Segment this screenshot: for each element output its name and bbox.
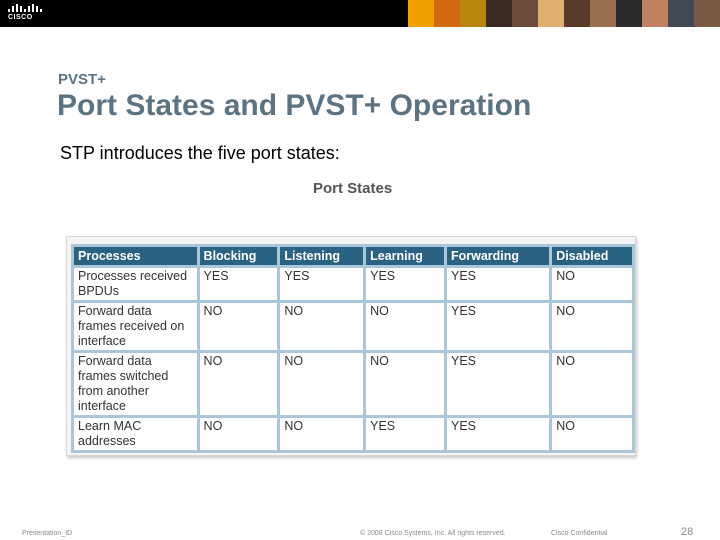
table-cell: NO (366, 353, 444, 415)
table-cell: YES (447, 353, 549, 415)
table-cell: NO (552, 353, 632, 415)
banner-photo-tile (408, 0, 434, 27)
table-cell: NO (200, 353, 278, 415)
table-cell: YES (200, 268, 278, 300)
table-cell: NO (280, 303, 363, 350)
cisco-bridge-icon (8, 4, 42, 12)
table-cell: YES (366, 418, 444, 450)
table-cell: NO (280, 353, 363, 415)
header-forwarding: Forwarding (447, 247, 549, 265)
table-cell: NO (552, 268, 632, 300)
slide-subtitle: PVST+ (58, 71, 106, 88)
page-number: 28 (681, 526, 694, 538)
table-cell: YES (447, 418, 549, 450)
port-states-table (71, 244, 635, 453)
port-states-table-frame (66, 236, 636, 456)
table-cell: NO (366, 303, 444, 350)
header-listening: Listening (280, 247, 363, 265)
table-cell: YES (280, 268, 363, 300)
header-learning: Learning (366, 247, 444, 265)
banner-photo-tile (668, 0, 694, 27)
slide-title: Port States and PVST+ Operation (57, 89, 532, 122)
table-row (74, 303, 632, 350)
footer-copyright: © 2008 Cisco Systems, Inc. All rights reserved. (360, 530, 506, 537)
table-cell: Processes received BPDUs (74, 268, 197, 300)
header-blocking: Blocking (200, 247, 278, 265)
table-cell: Learn MAC addresses (74, 418, 197, 450)
slide-intro-text: STP introduces the five port states: (60, 143, 340, 163)
cisco-logo (8, 4, 42, 24)
table-cell: Forward data frames switched from another interface (74, 353, 197, 415)
cisco-wordmark: CISCO (8, 14, 33, 21)
banner-photo-tile (694, 0, 720, 27)
banner-photo-tile (512, 0, 538, 27)
table-row (74, 353, 632, 415)
table-cell: YES (447, 303, 549, 350)
banner-photo-strip (408, 0, 720, 27)
table-row (74, 418, 632, 450)
table-cell: YES (366, 268, 444, 300)
table-cell: NO (200, 418, 278, 450)
table-cell: NO (280, 418, 363, 450)
banner-photo-tile (590, 0, 616, 27)
banner-photo-tile (460, 0, 486, 27)
table-row (74, 268, 632, 300)
footer-presentation-id: Presentation_ID (22, 530, 73, 537)
table-header-row (74, 247, 632, 265)
table-caption: Port States (313, 180, 393, 197)
table-cell: NO (200, 303, 278, 350)
table-cell: NO (552, 303, 632, 350)
table-cell: YES (447, 268, 549, 300)
table-cell: NO (552, 418, 632, 450)
banner-photo-tile (538, 0, 564, 27)
banner-photo-tile (564, 0, 590, 27)
footer-confidential: Cisco Confidential (551, 530, 608, 537)
banner-photo-tile (486, 0, 512, 27)
top-banner (0, 0, 720, 27)
banner-photo-tile (434, 0, 460, 27)
banner-photo-tile (642, 0, 668, 27)
header-disabled: Disabled (552, 247, 632, 265)
table-cell: Forward data frames received on interface (74, 303, 197, 350)
banner-photo-tile (616, 0, 642, 27)
header-processes: Processes (74, 247, 197, 265)
